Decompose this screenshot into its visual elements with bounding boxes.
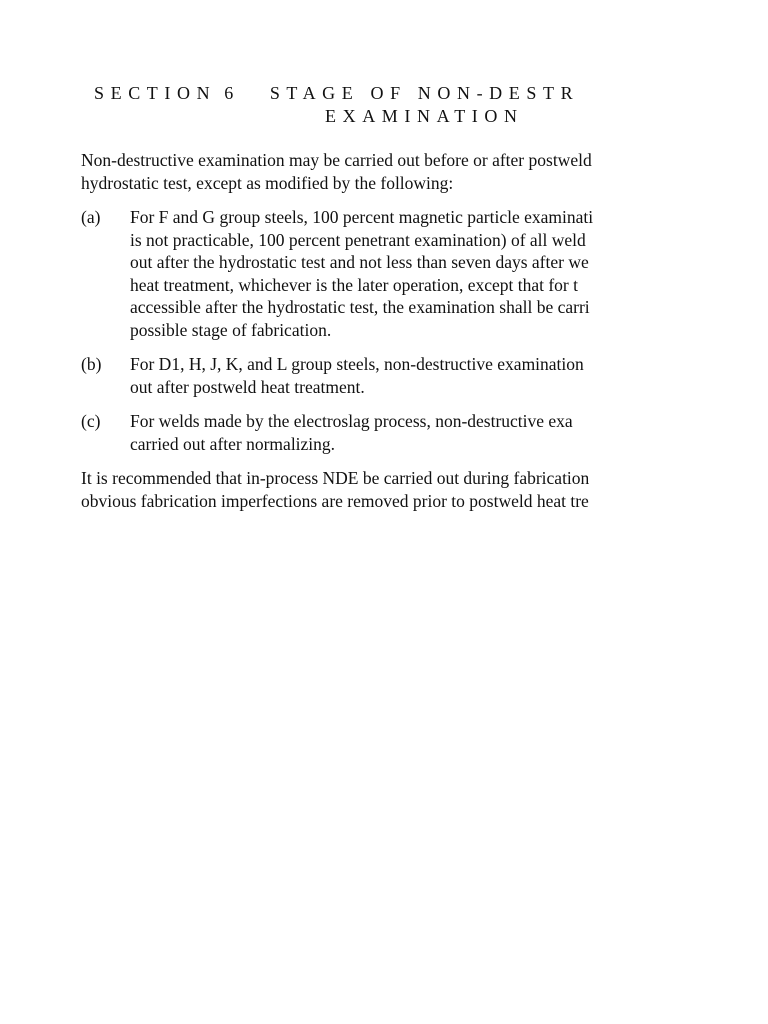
intro-line: hydrostatic test, except as modified by the following: [81, 172, 454, 193]
list-item-line: possible stage of fabrication. [130, 319, 332, 340]
list-item-line: out after postweld heat treatment. [130, 376, 365, 397]
list-item-line: For D1, H, J, K, and L group steels, non-destructive examination [130, 354, 584, 374]
list-item-line: is not practicable, 100 percent penetrant examination) of all weld [130, 229, 586, 250]
section-number: 6 [224, 83, 240, 103]
list-item-line: out after the hydrostatic test and not less than seven days after we [130, 252, 589, 272]
section-heading [81, 82, 668, 128]
list-item-body [130, 206, 668, 341]
section-label: SECTION [94, 83, 217, 103]
list-item-body [130, 410, 668, 455]
list-item-line: For welds made by the electroslag process, non-destructive exa [130, 411, 573, 431]
section-title-line-2: EXAMINATION [325, 106, 524, 126]
intro-paragraph [81, 149, 668, 194]
list-item-line: heat treatment, whichever is the later operation, except that for t [130, 274, 579, 295]
closing-line: It is recommended that in-process NDE be carried out during fabrication [81, 468, 590, 488]
list-item-c [81, 410, 668, 455]
section-title-line-1: STAGE OF NON-DESTR [269, 83, 580, 103]
intro-line: Non-destructive examination may be carried out before or after postweld [81, 150, 592, 170]
list-item-line: carried out after normalizing. [130, 433, 336, 454]
document-content [81, 82, 668, 512]
list-item-b [81, 353, 668, 398]
list-item-label: (a) [81, 207, 101, 227]
list-item-label: (b) [81, 354, 102, 374]
closing-paragraph [81, 467, 668, 512]
list-item-a [81, 206, 668, 341]
list-item-line: accessible after the hydrostatic test, the examination shall be carri [130, 297, 590, 317]
section-heading-line-1 [81, 82, 668, 105]
list-item-line: For F and G group steels, 100 percent magnetic particle examinati [130, 207, 594, 227]
list-item-label: (c) [81, 411, 101, 431]
list-item-body [130, 353, 668, 398]
closing-line: obvious fabrication imperfections are removed prior to postweld heat tre [81, 490, 589, 511]
